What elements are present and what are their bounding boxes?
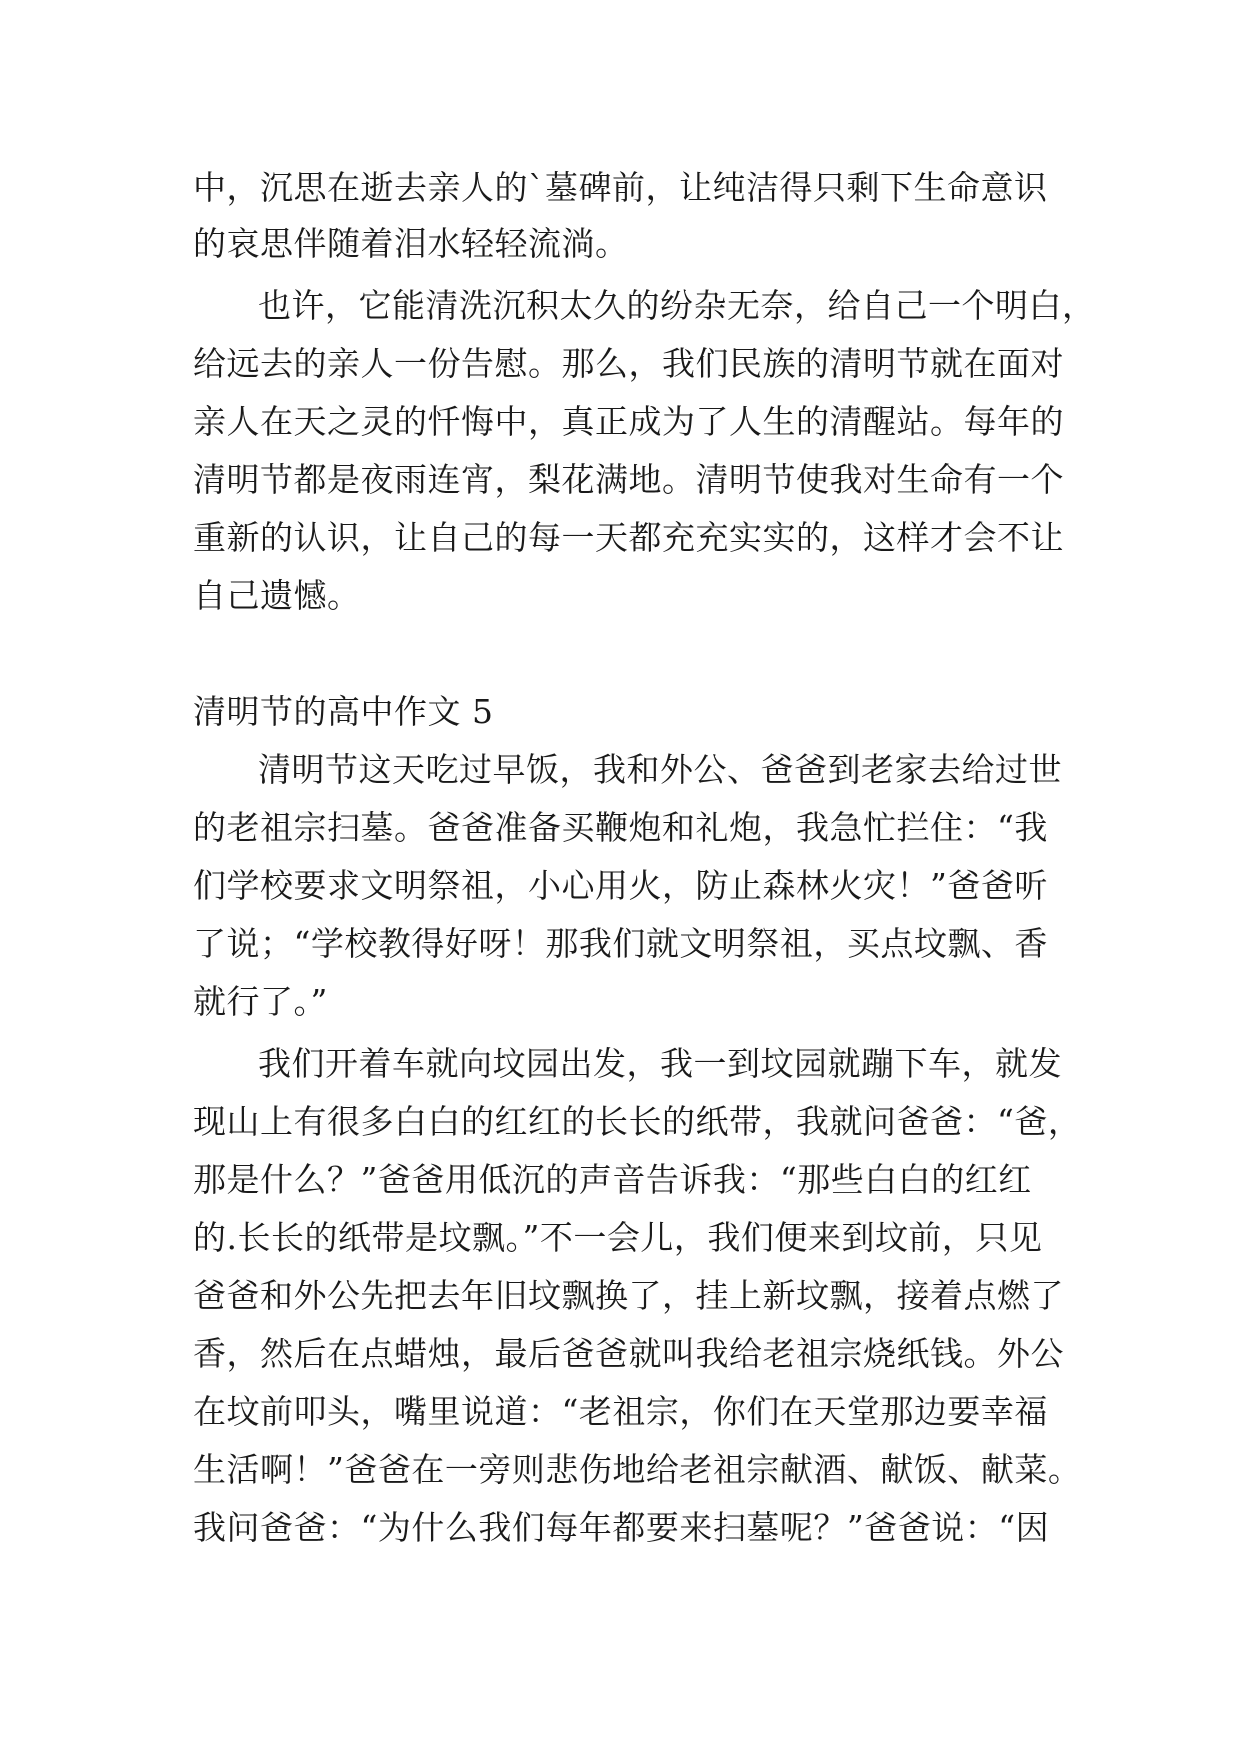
paragraph-line: 生活啊！”爸爸在一旁则悲伤地给老祖宗献酒、献饭、献菜。: [193, 1450, 1082, 1489]
paragraph-line: 爸爸和外公先把去年旧坟飘换了，挂上新坟飘，接着点燃了: [193, 1276, 1064, 1315]
paragraph-line: 自己遗憾。: [193, 576, 361, 615]
paragraph-line: 现山上有很多白白的红红的长长的纸带，我就问爸爸：“爸，: [193, 1102, 1082, 1141]
paragraph-line: 那是什么？”爸爸用低沉的声音告诉我：“那些白白的红红: [193, 1160, 1032, 1199]
section-title: 清明节的高中作文 5: [193, 692, 494, 731]
paragraph-line: 我问爸爸：“为什么我们每年都要来扫墓呢？”爸爸说：“因: [193, 1508, 1050, 1547]
paragraph-line: 给远去的亲人一份告慰。那么，我们民族的清明节就在面对: [193, 344, 1064, 383]
paragraph-line: 在坟前叩头，嘴里说道：“老祖宗，你们在天堂那边要幸福: [193, 1392, 1048, 1431]
paragraph-line: 亲人在天之灵的忏悔中，真正成为了人生的清醒站。每年的: [193, 402, 1064, 441]
paragraph-line: 清明节这天吃过早饭，我和外公、爸爸到老家去给过世: [258, 750, 1062, 789]
paragraph-line: 的.长长的纸带是坟飘。”不一会儿，我们便来到坟前，只见: [193, 1218, 1043, 1257]
paragraph-line: 我们开着车就向坟园出发，我一到坟园就蹦下车，就发: [258, 1044, 1062, 1083]
paragraph-line: 也许，它能清洗沉积太久的纷杂无奈，给自己一个明白，: [258, 286, 1096, 325]
paragraph-line: 了说；“学校教得好呀！那我们就文明祭祖，买点坟飘、香: [193, 924, 1048, 963]
paragraph-line: 中，沉思在逝去亲人的`墓碑前，让纯洁得只剩下生命意识: [193, 168, 1048, 207]
paragraph-line: 香，然后在点蜡烛，最后爸爸就叫我给老祖宗烧纸钱。外公: [193, 1334, 1064, 1373]
paragraph-line: 重新的认识，让自己的每一天都充充实实的，这样才会不让: [193, 518, 1064, 557]
paragraph-line: 们学校要求文明祭祖，小心用火，防止森林火灾！”爸爸听: [193, 866, 1048, 905]
paragraph-line: 清明节都是夜雨连宵，梨花满地。清明节使我对生命有一个: [193, 460, 1064, 499]
paragraph-line: 的老祖宗扫墓。爸爸准备买鞭炮和礼炮，我急忙拦住：“我: [193, 808, 1048, 847]
paragraph-line: 就行了。”: [193, 982, 328, 1021]
paragraph-line: 的哀思伴随着泪水轻轻流淌。: [193, 224, 629, 263]
